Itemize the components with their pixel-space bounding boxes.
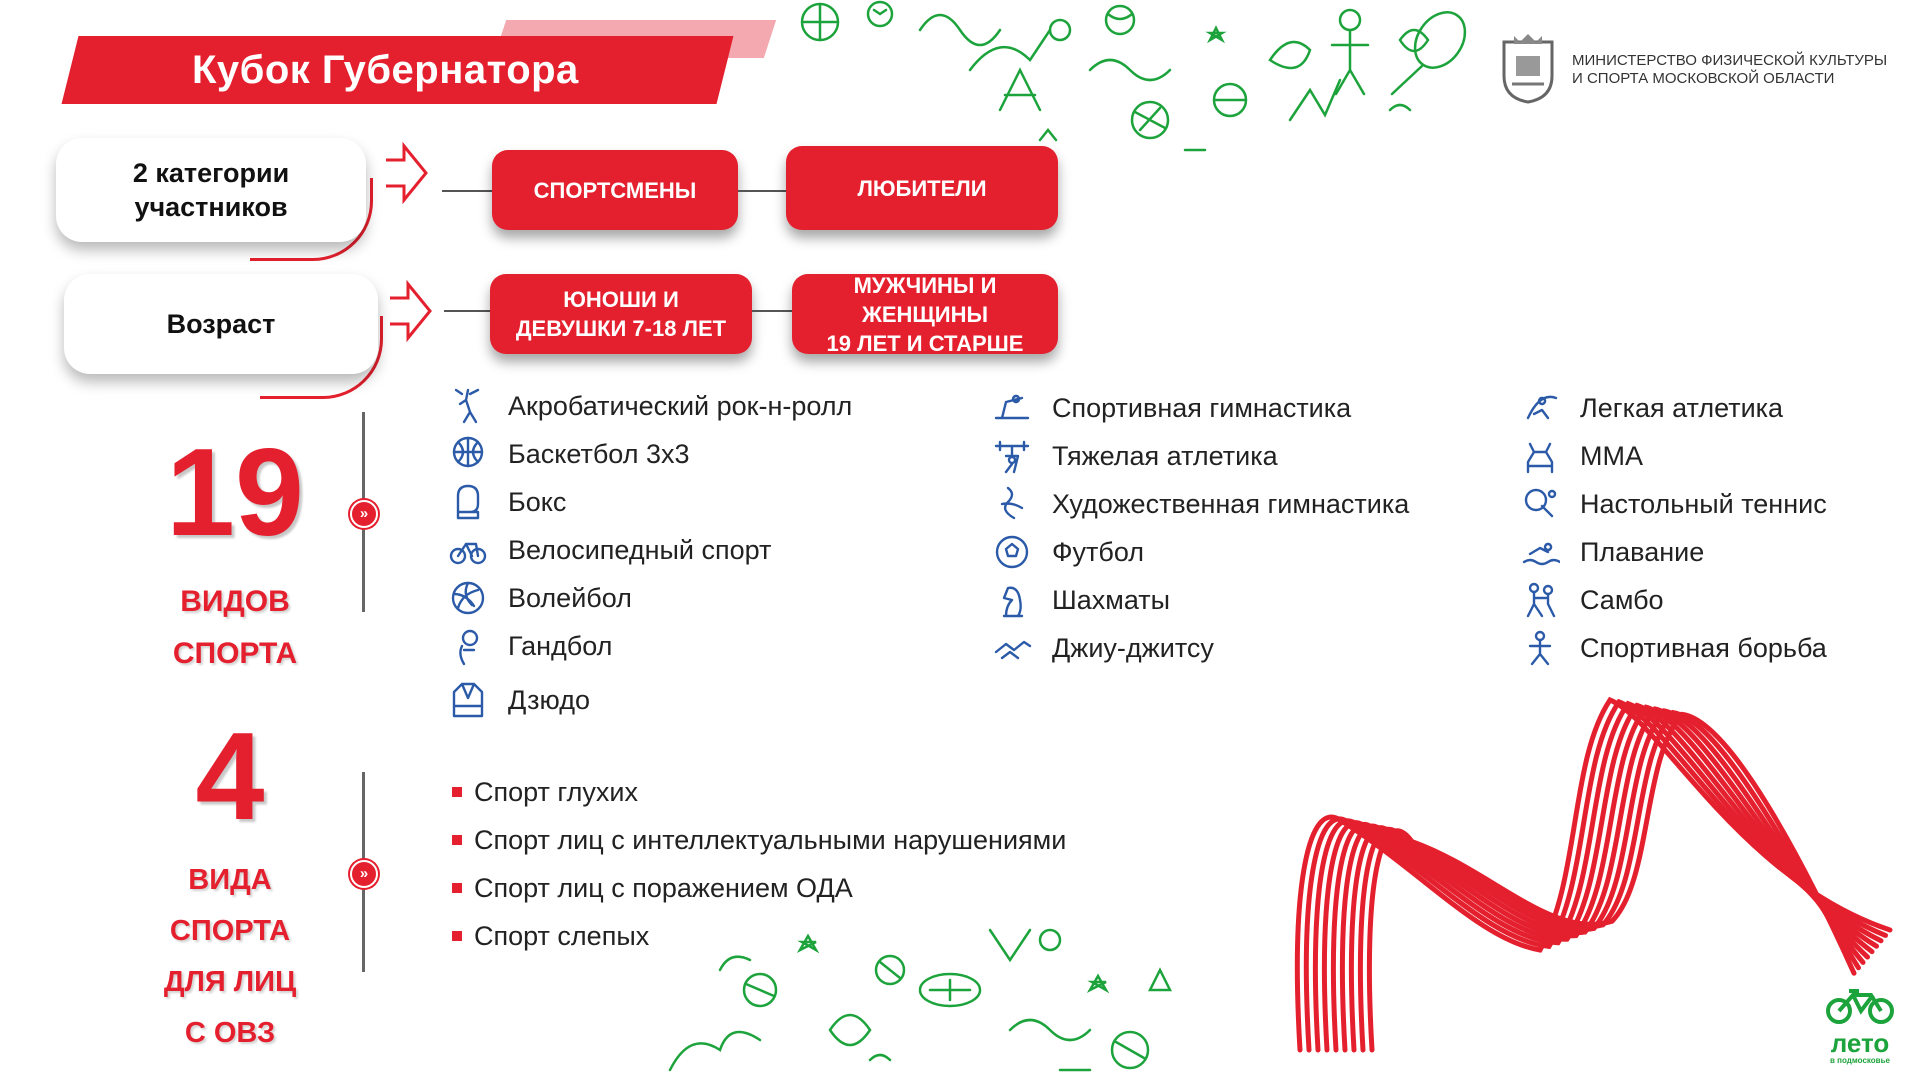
page-title: Кубок Губернатора (192, 48, 579, 92)
sport-name: Шахматы (1052, 584, 1171, 615)
disability-label-line1: ВИДА (188, 864, 272, 896)
option-youth (490, 274, 752, 354)
disability-label-line4: С ОВЗ (184, 1017, 276, 1049)
sport-item (1520, 530, 1704, 574)
bullet-square-icon (452, 835, 462, 845)
chevron-right-icon: » (350, 860, 378, 888)
bullet-square-icon (452, 883, 462, 893)
sports-count: 19 (166, 424, 304, 562)
sport-name: ММА (1580, 440, 1643, 471)
basketball-icon (448, 434, 492, 474)
leto-logo-word: лето (1830, 1028, 1890, 1058)
sport-name: Футбол (1052, 536, 1145, 567)
chevron-right-icon: » (350, 500, 378, 528)
sport-name: Спортивная борьба (1580, 632, 1827, 663)
sport-item (992, 482, 1409, 526)
ministry-name (1572, 52, 1912, 88)
arrow-right-icon (382, 140, 432, 206)
handball-icon (448, 626, 492, 666)
sport-name: Баскетбол 3х3 (508, 438, 690, 469)
judo-icon (448, 680, 492, 720)
sport-item (448, 480, 566, 524)
disability-sport-name: Спорт лиц с интеллектуальными нарушениями (474, 824, 1067, 855)
sport-name: Спортивная гимнастика (1052, 392, 1352, 423)
weightlifting-icon (992, 436, 1036, 476)
sport-name: Бокс (508, 486, 567, 517)
bicycle-logo-icon (1825, 985, 1895, 1025)
sport-item (992, 530, 1144, 574)
sport-item (448, 624, 612, 668)
disability-sport-name: Спорт слепых (474, 920, 650, 951)
sport-name: Джиу-джитсу (1052, 632, 1214, 663)
sport-name: Плавание (1580, 536, 1705, 567)
sport-item (448, 384, 852, 428)
mma-icon (1520, 436, 1564, 476)
connector-line (752, 310, 792, 312)
sports-count-label-line1: ВИДОВ (180, 585, 290, 618)
sport-name: Велосипедный спорт (508, 534, 772, 565)
option-youth-line2: ДЕВУШКИ 7-18 ЛЕТ (515, 316, 727, 341)
option-adults-line1: МУЖЧИНЫ И ЖЕНЩИНЫ (853, 272, 997, 327)
sport-name: Самбо (1580, 584, 1664, 615)
option-amateurs: ЛЮБИТЕЛИ (786, 146, 1058, 230)
sport-name: Настольный теннис (1580, 488, 1827, 519)
sport-item (992, 434, 1278, 478)
sports-doodles-bottom (630, 910, 1190, 1080)
connector-line (444, 310, 490, 312)
gymnastics-icon (992, 388, 1036, 428)
age-card: Возраст (64, 274, 378, 374)
sport-item (992, 386, 1351, 430)
table-tennis-icon (1520, 484, 1564, 524)
sport-name: Гандбол (508, 630, 613, 661)
ministry-name-line2: И СПОРТА МОСКОВСКОЙ ОБЛАСТИ (1572, 70, 1835, 87)
sport-name: Акробатический рок-н-ролл (508, 390, 853, 421)
volleyball-icon (448, 578, 492, 618)
sports-count-label (150, 576, 320, 680)
option-adults-line2: 19 ЛЕТ И СТАРШЕ (826, 330, 1024, 356)
arrow-right-icon (386, 278, 436, 344)
disability-sports-label (140, 855, 320, 1059)
sport-name: Волейбол (508, 582, 632, 613)
sport-name: Художественная гимнастика (1052, 488, 1410, 519)
option-youth-line1: ЮНОШИ И (563, 287, 679, 312)
disability-sports-count: 4 (195, 708, 265, 846)
disability-sport-item (452, 772, 638, 812)
sport-item (448, 432, 690, 476)
sport-item (448, 678, 590, 722)
bullet-square-icon (452, 787, 462, 797)
disability-sport-name: Спорт глухих (474, 776, 639, 807)
wrestling-icon (1520, 628, 1564, 668)
rhythmic-gymnastics-icon (992, 484, 1036, 524)
boxing-glove-icon (448, 482, 492, 522)
connector-line (442, 190, 492, 192)
jiu-jitsu-icon (992, 628, 1036, 668)
acrobat-icon (448, 386, 492, 426)
sport-name: Легкая атлетика (1580, 392, 1784, 423)
disability-label-line3: ДЛЯ ЛИЦ (163, 966, 297, 998)
disability-sport-item (452, 868, 853, 908)
sport-item (992, 578, 1170, 622)
sport-item (448, 528, 771, 572)
disability-sport-name: Спорт лиц с поражением ОДА (474, 872, 853, 903)
sport-name: Дзюдо (508, 684, 590, 715)
sport-item (1520, 386, 1783, 430)
sport-item (1520, 626, 1827, 670)
connector-line (738, 190, 786, 192)
categories-card (56, 138, 366, 242)
option-adults (792, 274, 1058, 354)
disability-sport-item (452, 820, 1066, 860)
leto-logo (1810, 985, 1910, 1065)
athletics-icon (1520, 388, 1564, 428)
sport-item (1520, 434, 1643, 478)
chess-knight-icon (992, 580, 1036, 620)
sports-count-label-line2: СПОРТА (172, 637, 298, 670)
categories-label-line2: участников (134, 192, 288, 222)
sport-item (448, 576, 632, 620)
coat-of-arms-icon (1500, 30, 1556, 104)
disability-label-line2: СПОРТА (169, 915, 291, 947)
sport-name: Тяжелая атлетика (1052, 440, 1278, 471)
football-icon (992, 532, 1036, 572)
option-athletes: СПОРТСМЕНЫ (492, 150, 738, 230)
sport-item (1520, 578, 1664, 622)
sambo-icon (1520, 580, 1564, 620)
ministry-name-line1: МИНИСТЕРСТВО ФИЗИЧЕСКОЙ КУЛЬТУРЫ (1572, 52, 1888, 69)
sports-doodles-top (790, 0, 1490, 160)
leto-logo-subtitle: в подмосковье (1830, 1056, 1890, 1065)
bicycle-icon (448, 530, 492, 570)
categories-label-line1: 2 категории (132, 158, 290, 188)
sport-item (1520, 482, 1827, 526)
swimming-icon (1520, 532, 1564, 572)
bullet-square-icon (452, 931, 462, 941)
disability-sport-item (452, 916, 649, 956)
sport-item (992, 626, 1214, 670)
